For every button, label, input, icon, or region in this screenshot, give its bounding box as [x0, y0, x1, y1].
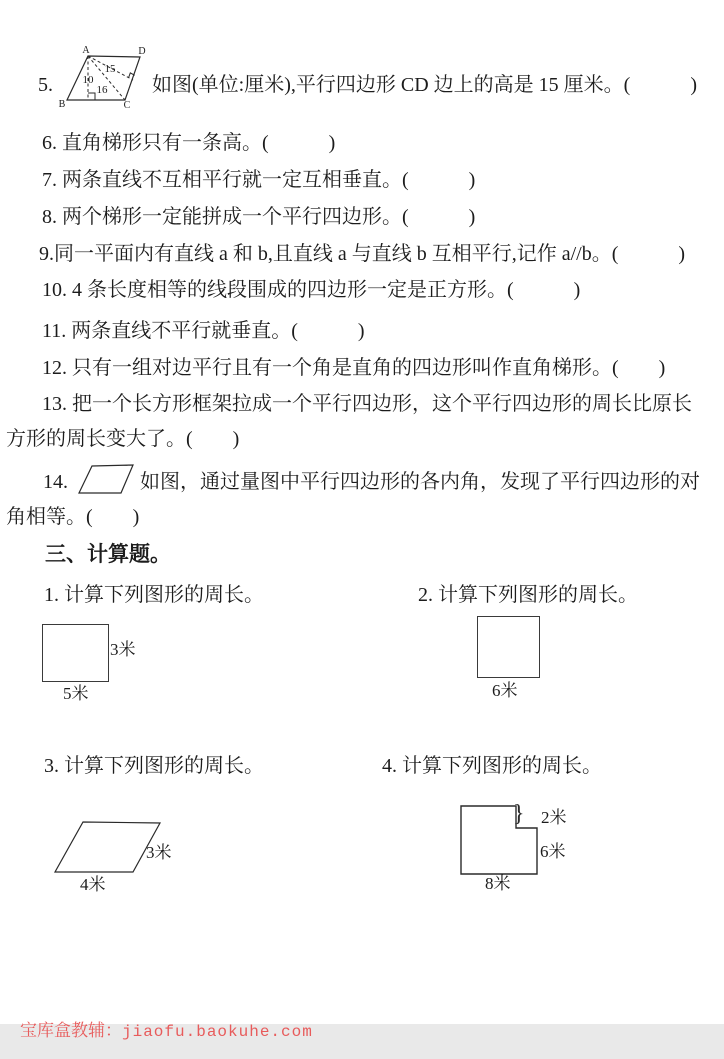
question-5-number: 5.: [38, 74, 53, 96]
vertex-label-c: C: [123, 100, 131, 111]
question-14-number: 14.: [43, 471, 68, 493]
question-6: 6. 直角梯形只有一条高。( ): [42, 132, 336, 154]
rectangle-width-label: 5米: [63, 684, 89, 703]
l-shape: [455, 800, 543, 878]
question-5-text: 如图(单位:厘米),平行四边形 CD 边上的高是 15 厘米。( ): [152, 74, 697, 96]
question-7: 7. 两条直线不互相平行就一定互相垂直。( ): [42, 169, 476, 191]
watermark-label: 宝库盒教辅：: [20, 1021, 122, 1040]
l-shape-notch-label: 2米: [541, 808, 567, 827]
calc-4-label: 4. 计算下列图形的周长。: [382, 755, 602, 777]
square-shape: [477, 616, 540, 678]
question-14-line1: 如图，通过量图中平行四边形的各内角，发现了平行四边形的对: [140, 471, 700, 493]
question-8: 8. 两个梯形一定能拼成一个平行四边形。( ): [42, 206, 476, 228]
parallelogram-heights-diagram: [55, 42, 150, 110]
height-bc-value: 10: [82, 74, 94, 86]
watermark-footer: [4, 998, 313, 1059]
notch-brace: }: [513, 801, 525, 827]
vertex-label-b: B: [58, 99, 66, 110]
square-side-label: 6米: [492, 681, 518, 700]
calc-3-label: 3. 计算下列图形的周长。: [44, 755, 264, 777]
parallelogram-figure: [76, 460, 138, 498]
question-12: 12. 只有一组对边平行且有一个角是直角的四边形叫作直角梯形。( ): [42, 357, 666, 379]
section-3-title: 三、计算题。: [45, 542, 171, 566]
calc-1-label: 1. 计算下列图形的周长。: [44, 584, 264, 606]
l-shape-height-label: 6米: [540, 842, 566, 861]
question-14-line2: 角相等。( ): [6, 506, 140, 528]
l-shape-base-label: 8米: [485, 874, 511, 893]
rectangle-shape: [42, 624, 109, 682]
vertex-label-a: A: [82, 45, 90, 56]
question-10: 10. 4 条长度相等的线段围成的四边形一定是正方形。( ): [42, 279, 581, 301]
question-9: 9.同一平面内有直线 a 和 b,且直线 a 与直线 b 互相平行,记作 a//b。( ): [39, 243, 686, 265]
parallelogram-side-label: 3米: [146, 843, 172, 862]
rectangle-height-label: 3米: [110, 640, 136, 659]
parallelogram-base-label: 4米: [80, 875, 106, 894]
question-13-line2: 方形的周长变大了。( ): [6, 428, 240, 450]
calc-2-label: 2. 计算下列图形的周长。: [418, 584, 638, 606]
diagonal-ac-value: 16: [96, 84, 108, 96]
vertex-label-d: D: [138, 46, 146, 57]
watermark-url: jiaofu.baokuhe.com: [122, 1023, 313, 1041]
height-cd-value: 15: [104, 63, 116, 75]
question-11: 11. 两条直线不平行就垂直。( ): [42, 320, 365, 342]
question-13-line1: 13. 把一个长方形框架拉成一个平行四边形，这个平行四边形的周长比原长: [42, 393, 692, 415]
